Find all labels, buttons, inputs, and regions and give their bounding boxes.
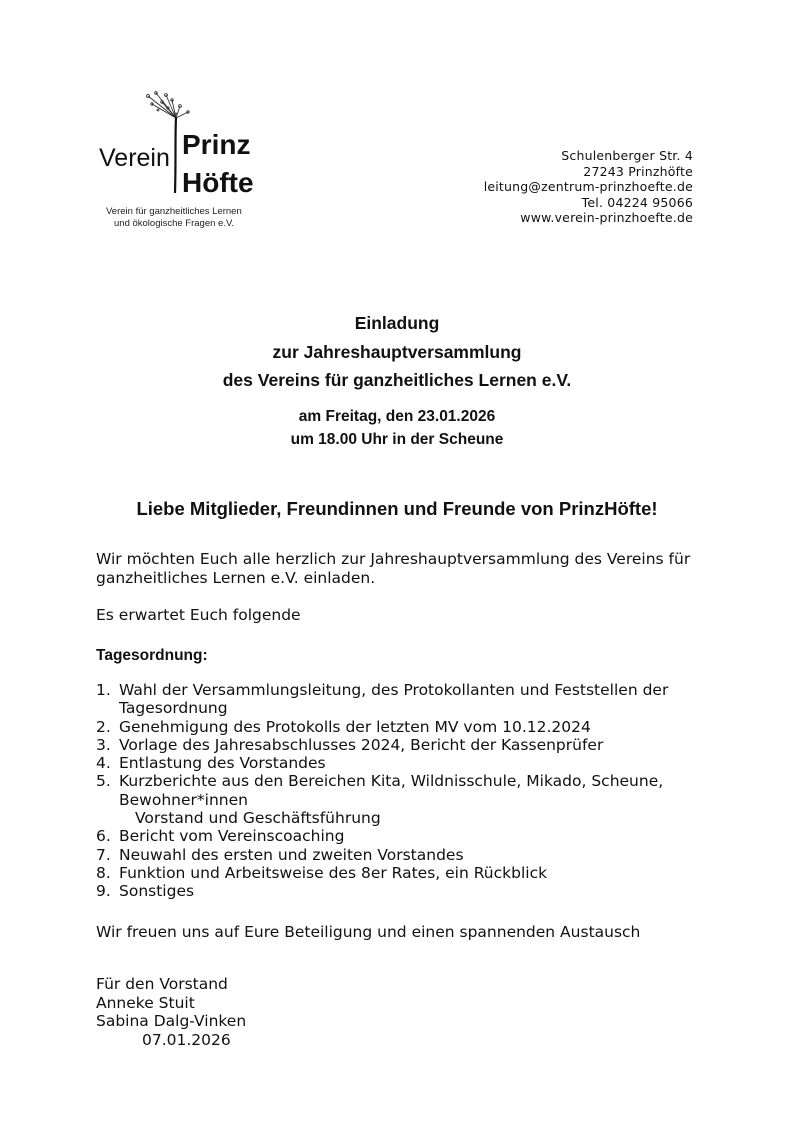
intro-paragraph: Wir möchten Euch alle herzlich zur Jahreshauptversammlung des Vereins für ganzheitliches Lernen e.V. einladen. — [96, 550, 691, 587]
agenda-item-text: Bericht vom Vereinscoaching — [119, 827, 345, 846]
meeting-date: am Freitag, den 23.01.2026 — [298, 408, 496, 425]
logo — [96, 88, 266, 238]
greeting-heading: Liebe Mitglieder, Freundinnen und Freunde von PrinzHöfte! — [136, 498, 658, 519]
address-web[interactable]: www.verein-prinzhoefte.de — [520, 210, 693, 225]
agenda-item — [96, 864, 716, 882]
agenda-item — [96, 772, 716, 827]
logo-word-prinz: Prinz — [182, 129, 251, 160]
title-association: des Vereins für ganzheitliches Lernen e.V. — [222, 370, 572, 390]
agenda-heading: Tagesordnung: — [96, 647, 208, 664]
agenda-item-continuation: Vorstand und Geschäftsführung — [135, 809, 381, 828]
address-street: Schulenberger Str. 4 — [561, 148, 693, 163]
expect-paragraph: Es erwartet Euch folgende — [96, 606, 301, 624]
agenda-item-number: 4. — [96, 754, 111, 773]
agenda-item-number: 9. — [96, 882, 111, 901]
agenda-item — [96, 827, 716, 845]
agenda-item-number: 5. — [96, 772, 111, 791]
signature-name-1: Anneke Stuit — [96, 993, 195, 1012]
agenda-item-number: 2. — [96, 717, 111, 736]
signature-name-2: Sabina Dalg-Vinken — [96, 1012, 247, 1030]
agenda-item-text: Vorlage des Jahresabschlusses 2024, Bericht der Kassenprüfer — [119, 735, 604, 754]
title-invitation: Einladung — [354, 313, 440, 333]
agenda-item — [96, 882, 716, 900]
address-phone: Tel. 04224 95066 — [581, 194, 693, 210]
agenda-item — [96, 736, 716, 754]
agenda-item-text: Entlastung des Vorstandes — [119, 754, 326, 773]
logo-word-verein: Verein — [99, 144, 170, 172]
agenda-item-number: 7. — [96, 845, 111, 864]
meeting-time: um 18.00 Uhr in der Scheune — [290, 431, 504, 448]
agenda-item-number: 3. — [96, 735, 111, 754]
agenda-item-number: 8. — [96, 863, 111, 882]
agenda-item — [96, 681, 716, 718]
agenda-item-text: Neuwahl des ersten und zweiten Vorstandes — [119, 845, 464, 864]
signature-block — [96, 975, 246, 1049]
agenda-item-number: 1. — [96, 681, 111, 699]
address-block — [484, 148, 693, 226]
dandelion-logo-graphic — [96, 88, 266, 203]
agenda-item-text: Sonstiges — [119, 882, 195, 901]
closing-paragraph: Wir freuen uns auf Eure Beteiligung und einen spannenden Austausch — [96, 923, 641, 941]
agenda-item — [96, 754, 716, 772]
agenda-item-text: Wahl der Versammlungsleitung, des Protokollanten und Feststellen der Tagesordnung — [119, 681, 669, 718]
logo-tagline-line1: Verein für ganzheitliches Lernen — [106, 206, 242, 217]
agenda-item-number: 6. — [96, 827, 111, 846]
logo-word-hoefte: Höfte — [182, 167, 254, 198]
signature-line: Für den Vorstand — [96, 975, 228, 993]
agenda-item-text: Kurzberichte aus den Bereichen Kita, Wildnisschule, Mikado, Scheune, Bewohner*innen — [119, 772, 664, 809]
address-email[interactable]: leitung@zentrum-prinzhoefte.de — [483, 179, 693, 194]
agenda-list — [96, 681, 716, 901]
agenda-item — [96, 846, 716, 864]
title-meeting: zur Jahreshauptversammlung — [272, 342, 522, 362]
logo-tagline — [106, 206, 276, 230]
logo-tagline-line2: und ökologische Fragen e.V. — [114, 218, 235, 229]
agenda-item-text: Genehmigung des Protokolls der letzten MV vom 10.12.2024 — [119, 717, 591, 736]
agenda-item — [96, 718, 716, 736]
address-city: 27243 Prinzhöfte — [583, 163, 693, 179]
agenda-item-text: Funktion und Arbeitsweise des 8er Rates, ein Rückblick — [119, 863, 548, 882]
signature-date: 07.01.2026 — [142, 1030, 231, 1049]
